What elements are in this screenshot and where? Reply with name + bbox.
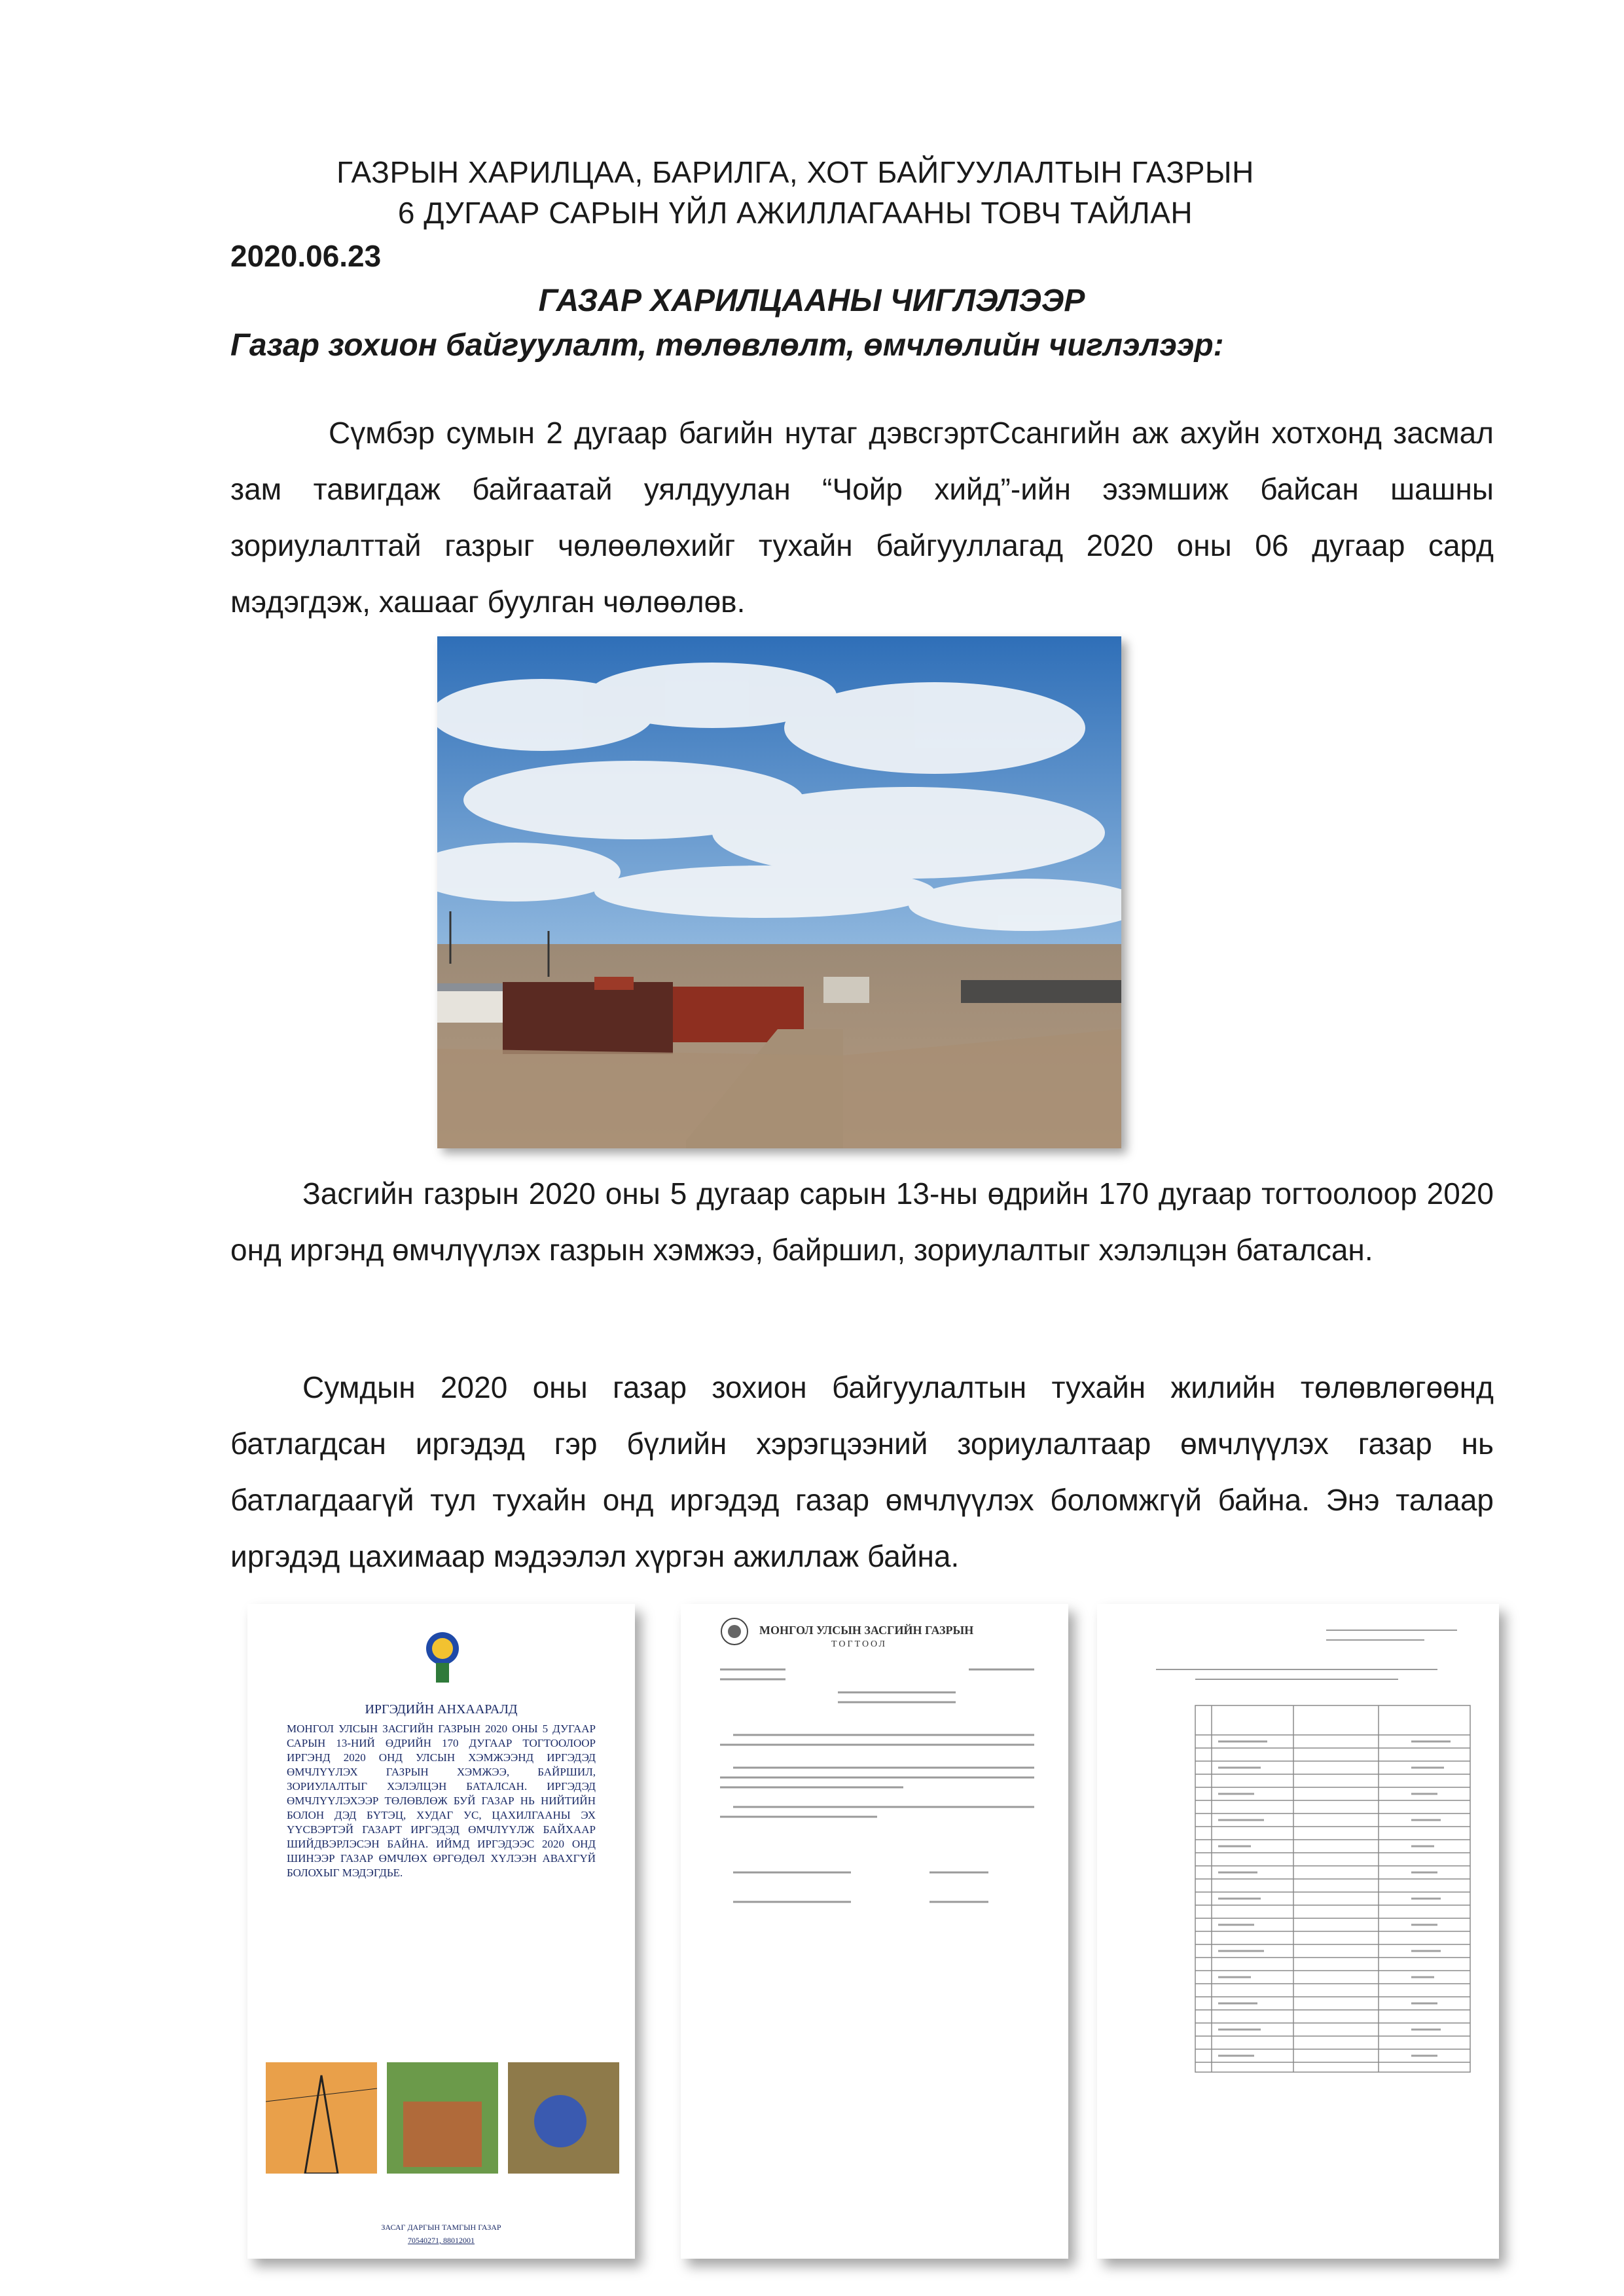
paragraph-temple-land: Сүмбэр сумын 2 дугаар багийн нутаг дэвсгэртСсангийн аж ахуйн хотхонд засмал зам тавигдаж байгаатай уялдуулан “Чойр хийд”-ийн эзэмшиж байсан шашны зориулалттай газрыг чөлөөлөхийг тухайн байгууллагад 2020 оны 06 дугаар сард мэдэгдэж, хашааг буулган чөлөөлөв.: [230, 416, 1494, 619]
notice-phone: 70540271, 88012001: [408, 2236, 475, 2245]
report-title-line-2: 6 ДУГААР САРЫН ҮЙЛ АЖИЛЛАГААНЫ ТОВЧ ТАЙЛАН: [397, 196, 1193, 230]
report-title-line-1: ГАЗРЫН ХАРИЛЦАА, БАРИЛГА, ХОТ БАЙГУУЛАЛТЫН ГАЗРЫН: [336, 155, 1254, 189]
paragraph-resolution-170: Засгийн газрын 2020 оны 5 дугаар сарын 13-ны өдрийн 170 дугаар тогтоолоор 2020 онд иргэнд өмчлүүлэх газрын хэмжээ, байршил, зориулалтыг хэлэлцэн баталсан.: [230, 1176, 1494, 1267]
resolution-subheading: ТОГТООЛ: [831, 1639, 887, 1649]
notice-photo-strip: [266, 2062, 619, 2174]
notice-heading: ИРГЭДИЙН АНХААРАЛД: [365, 1702, 518, 1717]
report-date: 2020.06.23: [230, 239, 382, 273]
subsection-heading: Газар зохион байгуулалт, төлөвлөлт, өмчлөлийн чиглэлээр:: [230, 328, 1224, 363]
emblem-icon: [424, 1630, 461, 1689]
annex-table-document-image: [1097, 1604, 1499, 2259]
annex-table-graphic: [1097, 1604, 1499, 2259]
paragraph-land-plan: Сумдын 2020 оны газар зохион байгуулалтын тухайн жилийн төлөвлөгөөнд батлагдсан иргэдэд гэр бүлийн хэрэгцээний зориулалтаар өмчлүүлэх газар нь батлагдаагүй тул тухайн онд иргэдэд газар өмчлүүлэх боломжгүй байна. Энэ талаар иргэдэд цахимаар мэдээлэл хүргэн ажиллаж байна.: [230, 1370, 1494, 1573]
resolution-heading: МОНГОЛ УЛСЫН ЗАСГИЙН ГАЗРЫН: [759, 1624, 974, 1637]
notice-footer: ЗАСАГ ДАРГЫН ТАМГЫН ГАЗАР: [381, 2223, 501, 2232]
site-photo: [437, 636, 1121, 1148]
notice-body: МОНГОЛ УЛСЫН ЗАСГИЙН ГАЗРЫН 2020 ОНЫ 5 ДУГААР САРЫН 13-НИЙ ӨДРИЙН 170 ДУГААР ТОГТООЛООР ИРГЭНД 2020 ОНД УЛСЫН ХЭМЖЭЭНД ИРГЭДЭД ӨМЧЛҮҮЛЭХ ГАЗРЫН ХЭМЖЭЭ, БАЙРШИЛ, ЗОРИУЛАЛТЫГ ХЭЛЭЛЦЭН БАТАЛСАН. ИРГЭДЭД ӨМЧЛҮҮЛЭХЭЭР ТӨЛӨВЛӨЖ БУЙ ГАЗАР НЬ НИЙТИЙН БОЛОН ДЭД БҮТЭЦ, ХУДАГ УС, ЦАХИЛГААНЫ ЭХ ҮҮСВЭРТЭЙ ГАЗАРТ ИРГЭДЭД ӨМЧЛҮҮЛЖ БАЙХААР ШИЙДВЭРЛЭСЭН БАЙНА. ИЙМД ИРГЭДЭЭС 2020 ОНД ШИНЭЭР ГАЗАР ӨМЧЛӨХ ӨРГӨДӨЛ ХҮЛЭЭН АВАХГҮЙ БОЛОХЫГ МЭДЭГДЬЕ.: [287, 1722, 596, 1879]
seal-icon: [720, 1617, 749, 1646]
resolution-document-image: [681, 1604, 1068, 2259]
notice-document-image: [247, 1604, 635, 2259]
section-heading: ГАЗАР ХАРИЛЦААНЫ ЧИГЛЭЛЭЭР: [538, 283, 1085, 318]
resolution-text-lines: [707, 1663, 1047, 1912]
